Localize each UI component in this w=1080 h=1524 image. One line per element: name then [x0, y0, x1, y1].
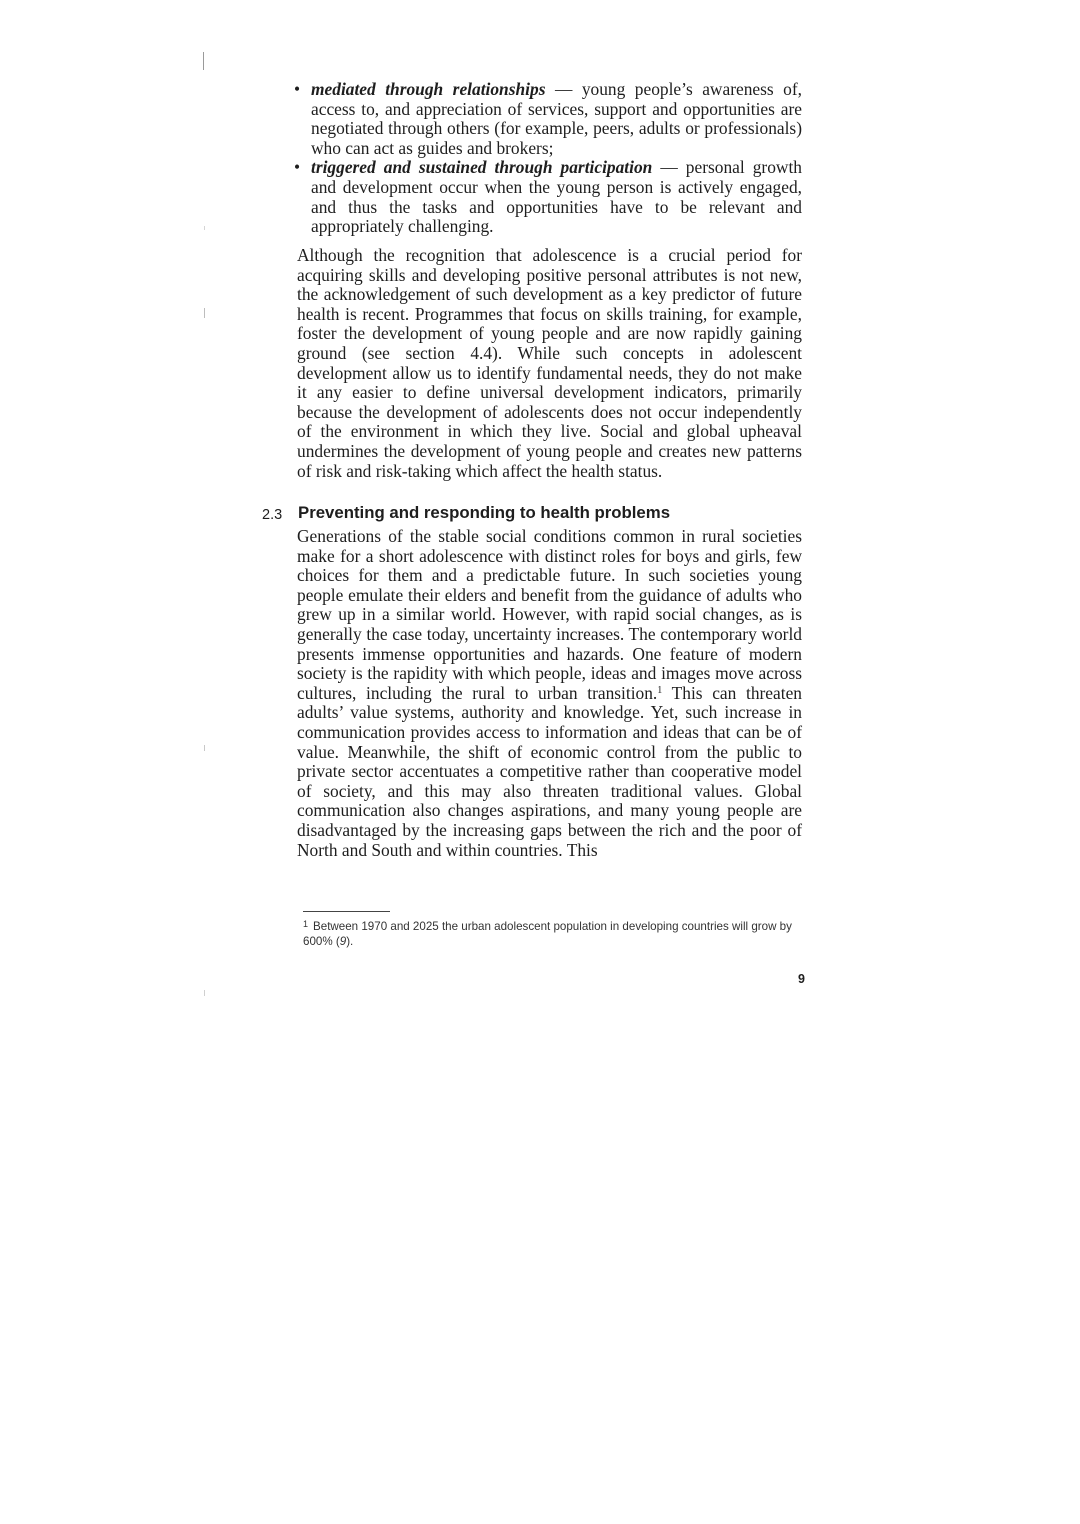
footnote-mark: 1	[303, 919, 309, 929]
bullet-dot: •	[294, 79, 301, 99]
bullet-list	[294, 80, 802, 237]
scan-margin-mark	[204, 990, 205, 996]
scan-margin-mark	[204, 226, 205, 230]
section-number: 2.3	[262, 507, 283, 523]
scan-margin-mark	[204, 745, 205, 751]
bullet-text: — personal growth and development occur when the young person is actively engaged, and thus the tasks and opportunities have to be relevant and appropriately challenging.	[311, 157, 802, 237]
footnote-divider	[303, 911, 390, 912]
footnote	[303, 917, 795, 949]
footnote-text: ).	[346, 935, 354, 948]
scan-margin-mark	[203, 52, 204, 70]
body-paragraph	[297, 527, 802, 860]
bullet-dot: •	[294, 157, 301, 178]
paragraph-text: This can threaten adults’ value systems, authority and knowledge. Yet, such increase in communication provides access to information and ideas that can be of value. Meanwhile, the shift of economic control from the public to private sector accentuates a competitive rather than cooperative model of society, and this may also threaten traditional values. Global communication also changes aspirations, and many young people are disadvantaged by the increasing gaps between the rich and the poor of North and South and within countries. This	[297, 682, 802, 860]
scan-margin-mark	[204, 308, 205, 318]
footnote-reference[interactable]: 1	[657, 684, 663, 696]
section-title: Preventing and responding to health problems	[298, 503, 671, 522]
bullet-item	[294, 158, 802, 236]
bullet-term: mediated through relationships	[311, 79, 546, 99]
body-paragraph: Although the recognition that adolescence is a crucial period for acquiring skills and developing positive personal attributes is not new, the acknowledgement of such development as a key predictor of future health is recent. Programmes that focus on skills training, for example, foster the development of young people and are now rapidly gaining ground (see section 4.4). While such concepts in adolescent development allow us to identify fundamental needs, they do not make it any easier to define universal development indicators, primarily because the development of adolescents does not occur independently of the environment in which they live. Social and global upheaval undermines the development of young people and creates new patterns of risk and risk-taking which affect the health status.	[297, 245, 802, 481]
page-number: 9	[798, 972, 805, 986]
footnote-citation[interactable]: 9	[339, 935, 347, 948]
paragraph-text: Generations of the stable social conditions common in rural societies make for a short adolescence with distinct roles for boys and girls, few choices for them and a predictable future. In such societies young people emulate their elders and benefit from the guidance of adults who grew up in a similar world. However, with rapid social changes, as is generally the case today, uncertainty increases. The contemporary world presents immense opportunities and hazards. One feature of modern society is the rapidity with which people, ideas and images move across cultures, including the rural to urban transition.	[297, 526, 802, 703]
bullet-term: triggered and sustained through participation	[311, 157, 653, 178]
bullet-text: — young people’s awareness of, access to, and appreciation of services, support and opportunities are negotiated through others (for example, peers, adults or professionals) who can act as guides and brokers;	[311, 79, 802, 158]
bullet-item	[294, 80, 802, 158]
footnote-text: Between 1970 and 2025 the urban adolescent population in developing countries will grow by 600% (	[303, 920, 792, 948]
